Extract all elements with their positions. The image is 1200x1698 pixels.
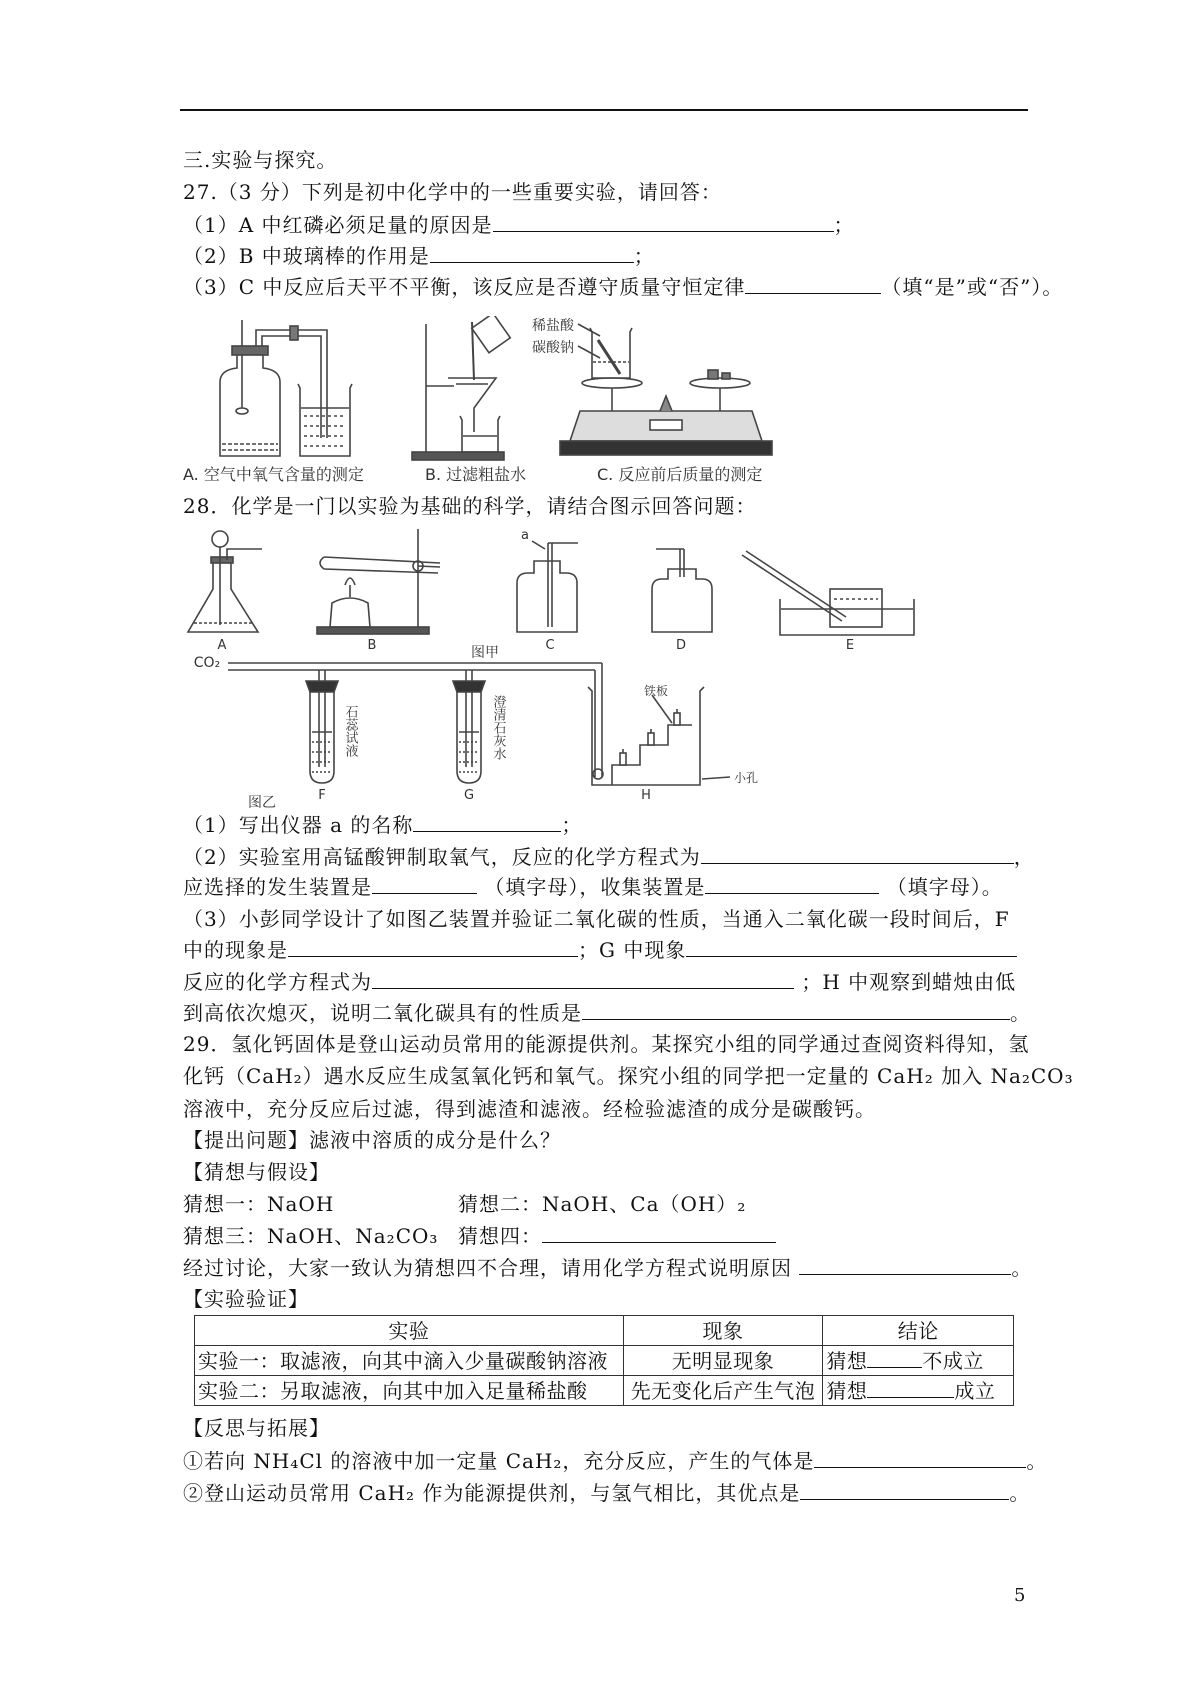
hypothesis-4-text: 猜想四： bbox=[458, 1224, 542, 1248]
apparatus-b-heating bbox=[317, 529, 440, 634]
answer-blank bbox=[430, 246, 634, 263]
page-number: 5 bbox=[1014, 1585, 1026, 1606]
q27-part-3-text: （3）C 中反应后天平不平衡，该反应是否遵守质量守恒定律 bbox=[183, 275, 746, 299]
label-d: D bbox=[675, 638, 687, 653]
q28-part-3-f-text: 中的现象是 bbox=[183, 938, 288, 962]
table-row bbox=[195, 1346, 1014, 1376]
q28-figure-drawing bbox=[182, 527, 942, 812]
q28-part-3-h-text: ；H 中观察到蜡烛由低 bbox=[794, 970, 1017, 994]
answer-blank bbox=[686, 940, 1017, 957]
q29-verify-heading: 【实验验证】 bbox=[183, 1287, 309, 1311]
q28-part-2-line-2 bbox=[183, 875, 1003, 899]
q29-reflect-1-end: 。 bbox=[1026, 1449, 1048, 1473]
q27-part-1 bbox=[183, 213, 855, 237]
q29-reflect-1 bbox=[183, 1449, 1047, 1473]
answer-blank bbox=[413, 815, 561, 832]
q27-part-3-end: （填“是”或“否”）。 bbox=[881, 275, 1064, 299]
conclusion-prefix: 猜想 bbox=[826, 1348, 868, 1373]
q27-part-2-text: （2）B 中玻璃棒的作用是 bbox=[183, 244, 430, 268]
label-f: F bbox=[318, 788, 326, 803]
q28-part-3-line-4-end: 。 bbox=[1010, 1001, 1031, 1025]
q29-question-heading: 【提出问题】滤液中溶质的成分是什么？ bbox=[183, 1128, 561, 1152]
q29-reflect-2-end: 。 bbox=[1009, 1481, 1031, 1505]
header-conclusion: 结论 bbox=[823, 1316, 1014, 1346]
apparatus-d-jar bbox=[652, 549, 712, 632]
q27-part-1-end: ； bbox=[833, 213, 855, 237]
label-limewater: 澄清石灰水 bbox=[490, 695, 506, 760]
hypothesis-2: 猜想二：NaOH、Ca（OH）₂ bbox=[458, 1192, 747, 1216]
answer-blank bbox=[800, 1483, 1009, 1500]
answer-blank bbox=[867, 1351, 922, 1368]
answer-blank bbox=[372, 877, 477, 894]
hypothesis-3: 猜想三：NaOH、Na₂CO₃ bbox=[183, 1224, 439, 1248]
label-e: E bbox=[845, 638, 855, 653]
q29-discussion-text: 经过讨论，大家一致认为猜想四不合理，请用化学方程式说明原因 bbox=[183, 1256, 800, 1280]
label-g: G bbox=[463, 788, 475, 803]
q28-part-1-end: ； bbox=[561, 813, 583, 837]
q28-part-3-line-1: （3）小彭同学设计了如图乙装置并验证二氧化碳的性质，当通入二氧化碳一段时间后，F bbox=[183, 907, 1010, 931]
test-tube-g bbox=[453, 681, 485, 783]
answer-blank bbox=[582, 1003, 1010, 1020]
q29-discussion bbox=[183, 1256, 1032, 1280]
q27-part-2 bbox=[183, 244, 655, 268]
label-c: C bbox=[545, 638, 555, 653]
figure-yi-title: 图乙 bbox=[248, 795, 276, 811]
q29-reflect-2-text: ②登山运动员常用 CaH₂ 作为能源提供剂，与氢气相比，其优点是 bbox=[183, 1481, 801, 1505]
header-experiment: 实验 bbox=[195, 1316, 624, 1346]
caption-c: C. 反应前后质量的测定 bbox=[597, 465, 763, 484]
answer-blank bbox=[542, 1226, 776, 1243]
q27-part-1-text: （1）A 中红磷必须足量的原因是 bbox=[183, 213, 493, 237]
section-title: 三.实验与探究。 bbox=[183, 148, 338, 172]
apparatus-a-oxygen-content bbox=[220, 320, 352, 456]
q29-reflect-1-text: ①若向 NH₄Cl 的溶液中加一定量 CaH₂，充分反应，产生的气体是 bbox=[183, 1449, 815, 1473]
answer-blank bbox=[288, 940, 578, 957]
label-litmus: 石蕊试液 bbox=[342, 705, 358, 757]
apparatus-c-jar bbox=[517, 541, 578, 632]
label-h: H bbox=[641, 788, 651, 803]
hypothesis-4 bbox=[458, 1224, 776, 1248]
caption-a: A. 空气中氧气含量的测定 bbox=[183, 465, 364, 484]
q28-part-2-collect-text: （填字母），收集装置是 bbox=[477, 875, 706, 899]
apparatus-c-balance bbox=[560, 324, 772, 455]
q29-reflect-2 bbox=[183, 1481, 1030, 1505]
q28-part-2-line-1 bbox=[183, 845, 1035, 869]
q28-part-3-equation-text: 反应的化学方程式为 bbox=[183, 970, 372, 994]
answer-blank bbox=[493, 215, 834, 232]
label-a: A bbox=[217, 638, 227, 653]
label-instrument-a: a bbox=[521, 528, 529, 543]
q28-part-2-end: ， bbox=[1013, 845, 1035, 869]
answer-blank bbox=[867, 1381, 954, 1398]
cell-conclusion bbox=[823, 1376, 1014, 1406]
label-sodium-carbonate: 碳酸钠 bbox=[532, 340, 574, 356]
label-stair-plate: 铁板 bbox=[644, 684, 669, 698]
conclusion-suffix: 不成立 bbox=[922, 1348, 984, 1373]
hypothesis-1: 猜想一：NaOH bbox=[183, 1192, 335, 1216]
q27-stem: 27.（3 分）下列是初中化学中的一些重要实验，请回答： bbox=[183, 180, 722, 204]
q28-part-1 bbox=[183, 813, 582, 837]
q29-discussion-end: 。 bbox=[1011, 1256, 1033, 1280]
cell-phenomenon: 先无变化后产生气泡 bbox=[623, 1376, 823, 1406]
conclusion-suffix: 成立 bbox=[954, 1378, 996, 1403]
q27-figure bbox=[180, 316, 780, 492]
experiment-table bbox=[194, 1315, 1014, 1406]
q28-part-3-line-2 bbox=[183, 938, 1017, 962]
apparatus-b-filtration bbox=[412, 316, 510, 460]
q28-part-3-g-text: ；G 中现象 bbox=[578, 938, 687, 962]
label-co2: CO₂ bbox=[193, 655, 221, 671]
q28-stem: 28．化学是一门以实验为基础的科学，请结合图示回答问题： bbox=[183, 494, 757, 518]
answer-blank bbox=[705, 877, 879, 894]
q27-part-3 bbox=[183, 275, 1063, 299]
co2-delivery-tube bbox=[228, 663, 602, 777]
figure-jia-title: 图甲 bbox=[471, 645, 499, 661]
apparatus-e-trough bbox=[742, 551, 914, 635]
table-header-row bbox=[195, 1316, 1014, 1346]
q28-part-2-text: （2）实验室用高锰酸钾制取氧气，反应的化学方程式为 bbox=[183, 845, 701, 869]
q28-part-3-property-text: 到高依次熄灭，说明二氧化碳具有的性质是 bbox=[183, 1001, 582, 1025]
beaker-h-candles bbox=[588, 687, 730, 785]
q29-reflect-heading: 【反思与拓展】 bbox=[183, 1416, 330, 1440]
test-tube-f bbox=[306, 681, 338, 783]
caption-b: B. 过滤粗盐水 bbox=[425, 465, 527, 484]
header-phenomenon: 现象 bbox=[623, 1316, 823, 1346]
q28-part-1-text: （1）写出仪器 a 的名称 bbox=[183, 813, 414, 837]
label-dilute-hydrochloric-acid: 稀盐酸 bbox=[532, 318, 574, 334]
answer-blank bbox=[745, 277, 881, 294]
q29-hypothesis-heading: 【猜想与假设】 bbox=[183, 1160, 330, 1184]
table-row bbox=[195, 1376, 1014, 1406]
cell-conclusion bbox=[823, 1346, 1014, 1376]
q29-intro-line-3: 溶液中，充分反应后过滤，得到滤渣和滤液。经检验滤渣的成分是碳酸钙。 bbox=[183, 1097, 876, 1121]
q28-part-3-line-4 bbox=[183, 1001, 1031, 1025]
cell-experiment: 实验二：另取滤液，向其中加入足量稀盐酸 bbox=[195, 1376, 624, 1406]
q29-intro-line-2: 化钙（CaH₂）遇水反应生成氢氧化钙和氧气。探究小组的同学把一定量的 CaH₂ 加入 Na₂CO₃ bbox=[183, 1064, 1074, 1088]
cell-experiment: 实验一：取滤液，向其中滴入少量碳酸钠溶液 bbox=[195, 1346, 624, 1376]
answer-blank bbox=[701, 847, 1014, 864]
q28-part-3-line-3 bbox=[183, 970, 1016, 994]
label-small-hole: 小孔 bbox=[734, 771, 759, 785]
answer-blank bbox=[372, 972, 794, 989]
q27-part-2-end: ； bbox=[633, 244, 655, 268]
conclusion-prefix: 猜想 bbox=[826, 1378, 868, 1403]
q29-intro-line-1: 29．氢化钙固体是登山运动员常用的能源提供剂。某探究小组的同学通过查阅资料得知，氢 bbox=[183, 1032, 1030, 1056]
q28-part-2-line-2-end: （填字母）。 bbox=[879, 875, 1003, 899]
header-rule bbox=[180, 109, 1028, 111]
label-b: B bbox=[367, 638, 377, 653]
answer-blank bbox=[814, 1451, 1026, 1468]
q28-figure bbox=[182, 527, 942, 816]
apparatus-a-flask bbox=[188, 531, 262, 632]
q28-part-2-device-text: 应选择的发生装置是 bbox=[183, 875, 372, 899]
cell-phenomenon: 无明显现象 bbox=[623, 1346, 823, 1376]
answer-blank bbox=[799, 1258, 1011, 1275]
q27-figure-drawing bbox=[180, 316, 780, 488]
